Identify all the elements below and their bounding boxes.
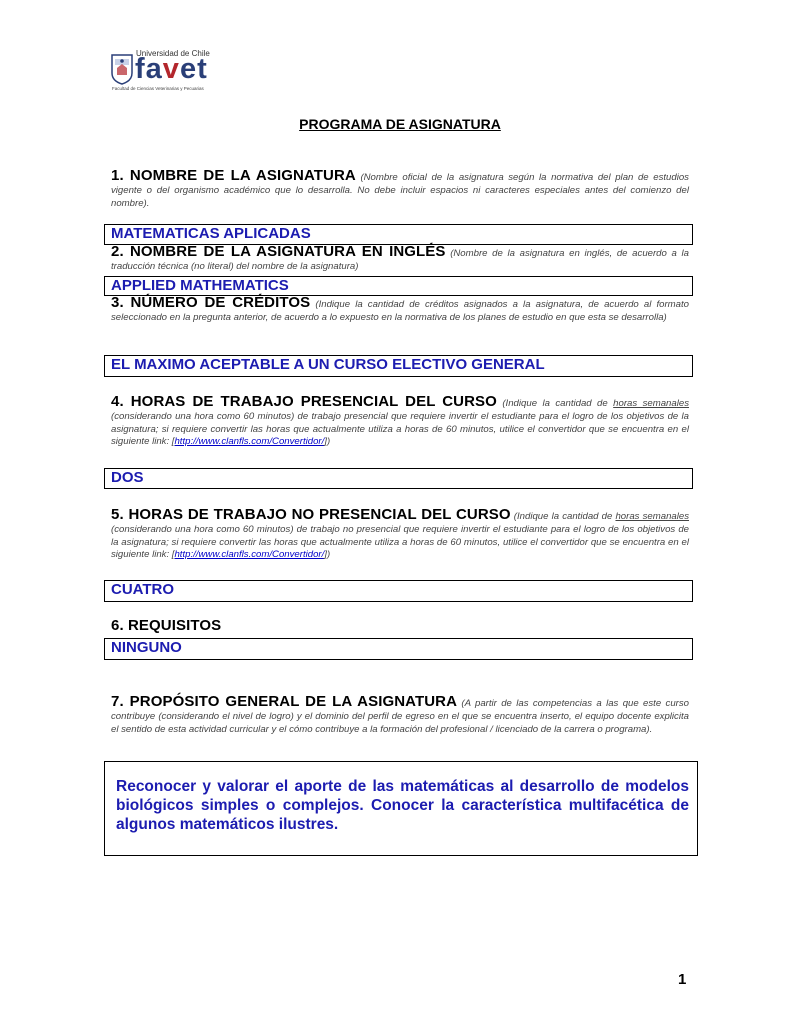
section-2-value: APPLIED MATHEMATICS bbox=[104, 276, 693, 296]
page-title: PROGRAMA DE ASIGNATURA bbox=[299, 116, 501, 132]
section-5 bbox=[111, 506, 690, 562]
favet-logo bbox=[110, 48, 230, 94]
section-5-desc-a: (Indique la cantidad de bbox=[513, 511, 613, 522]
section-6 bbox=[111, 617, 689, 635]
section-4-heading: 4. HORAS DE TRABAJO PRESENCIAL DEL CURSO bbox=[111, 393, 497, 410]
section-4 bbox=[111, 393, 689, 449]
faculty-name: Facultad de Ciencias Veterinarias y Pecuarias bbox=[112, 86, 204, 91]
section-7-heading: 7. PROPÓSITO GENERAL DE LA ASIGNATURA bbox=[111, 693, 458, 710]
section-3-value: EL MAXIMO ACEPTABLE A UN CURSO ELECTIVO GENERAL bbox=[104, 355, 693, 377]
favet-wordmark: favet bbox=[135, 53, 208, 85]
section-4-desc-a: (Indique la cantidad de bbox=[502, 398, 608, 409]
page-number: 1 bbox=[678, 971, 687, 988]
section-2-description: (Nombre de la asignatura en inglés, de acuerdo a la traducción técnica (no literal) del nombre de la asignatura) bbox=[111, 248, 689, 272]
section-4-desc-c: ]) bbox=[324, 436, 331, 448]
section-5-heading: 5. HORAS DE TRABAJO NO PRESENCIAL DEL CURSO bbox=[111, 506, 511, 523]
section-3-description: (Indique la cantidad de créditos asignados a la asignatura, de acuerdo al formato seleccionado en la pregunta anterior, de acuerdo a lo expuesto en la normativa de los planes de estudio en que esta se desarrolla) bbox=[111, 299, 689, 323]
section-5-value: CUATRO bbox=[104, 580, 693, 602]
section-7-description: (A partir de las competencias a las que este curso contribuye (considerando el nivel de logro) y el dominio del perfil de egreso en el que se encuentra inserto, el equipo docente explicita el sentido de esta actividad curricular y el cómo contribuye a la formación del profesional / licenciado de la carrera o programa). bbox=[111, 698, 689, 735]
section-6-heading: 6. REQUISITOS bbox=[111, 617, 222, 634]
section-4-value: DOS bbox=[104, 468, 693, 489]
section-1-description: (Nombre oficial de la asignatura según la normativa del plan de estudios vigente o del organismo académico que lo desarrolla. No debe incluir espacios ni caracteres especiales antes del comienzo del nombre). bbox=[111, 172, 689, 209]
section-5-desc-b: (considerando una hora como 60 minutos) de trabajo no presencial que requiere invertir el estudiante para el logro de los objetivos de la asignatura; si requiere convertir las horas que actualmente utiliza a horas de 60 minutos, utilice el convertidor que se encuentra en el siguiente link: [ bbox=[111, 523, 689, 561]
section-1-heading: 1. NOMBRE DE LA ASIGNATURA bbox=[111, 167, 356, 184]
section-3-heading: 3. NÚMERO DE CRÉDITOS bbox=[111, 294, 311, 311]
university-crest-icon bbox=[110, 53, 134, 85]
section-6-value: NINGUNO bbox=[104, 638, 693, 660]
section-1 bbox=[111, 167, 689, 210]
section-4-desc-underlined: horas semanales bbox=[613, 398, 689, 409]
section-5-convertidor-link[interactable]: http://www.clanfls.com/Convertidor/ bbox=[174, 549, 325, 561]
university-name: Universidad de Chile bbox=[136, 49, 210, 58]
section-5-desc-c: ]) bbox=[324, 549, 331, 561]
section-5-desc-underlined: horas semanales bbox=[615, 511, 690, 522]
section-2-heading: 2. NOMBRE DE LA ASIGNATURA EN INGLÉS bbox=[111, 243, 446, 260]
section-7-value: Reconocer y valorar el aporte de las matemáticas al desarrollo de modelos biológicos simples o complejos. Conocer la característica multifacética de algunos matemáticos ilustres. bbox=[104, 761, 698, 856]
section-4-convertidor-link[interactable]: http://www.clanfls.com/Convertidor/ bbox=[174, 436, 325, 448]
section-3 bbox=[111, 294, 689, 325]
section-7 bbox=[111, 693, 689, 736]
section-4-desc-b: (considerando una hora como 60 minutos) de trabajo presencial que requiere invertir el estudiante para el logro de los objetivos de la asignatura; si requiere convertir las horas que actualmente utiliza a horas de 60 minutos, utilice el convertidor que se encuentra en el siguiente link: [ bbox=[111, 410, 689, 448]
section-2 bbox=[111, 243, 689, 274]
section-1-value: MATEMATICAS APLICADAS bbox=[104, 224, 693, 245]
